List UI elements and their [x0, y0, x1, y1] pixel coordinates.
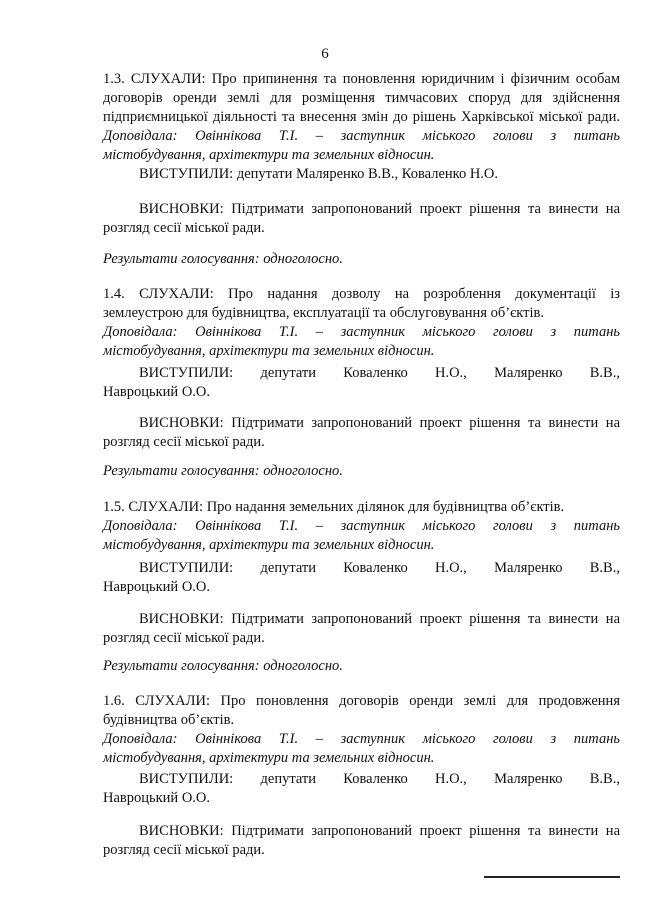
item-1-5-heard [103, 498, 620, 555]
speaker-surname: Маляренко [494, 771, 563, 787]
item-1-6-reporter-line-2: містобудування, архітектури та земельних відносин. [103, 750, 435, 766]
speaker-surname: Коваленко [343, 560, 408, 576]
item-1-5-conclusion-line-2: розгляд сесії міської ради. [103, 630, 265, 646]
speaker-initials: В.В., [589, 771, 620, 787]
item-1-4-reporter-line-2: містобудування, архітектури та земельних відносин. [103, 343, 435, 359]
item-1-4-speakers [103, 364, 620, 402]
speakers-label: ВИСТУПИЛИ: [139, 560, 234, 576]
item-1-5-speakers-line-1 [103, 559, 620, 578]
item-1-3-reporter-line-2: містобудування, архітектури та земельних відносин. [103, 147, 435, 163]
item-1-5-line-1: 1.5. СЛУХАЛИ: Про надання земельних ділянок для будівництва об’єктів. [103, 499, 565, 515]
item-1-3-speakers-line: ВИСТУПИЛИ: депутати Маляренко В.В., Коваленко Н.О. [139, 166, 499, 182]
speakers-word: депутати [260, 560, 316, 576]
item-1-6-speakers-line-2: Навроцький О.О. [103, 790, 211, 806]
page-number: 6 [321, 46, 329, 62]
item-1-4-conclusion-line-1: ВИСНОВКИ: Підтримати запропонований проект рішення та винести на [139, 415, 620, 431]
speaker-surname: Коваленко [343, 365, 408, 381]
item-1-4-speakers-line-2: Навроцький О.О. [103, 384, 211, 400]
item-1-3-line-2: договорів оренди землі для розміщення тимчасових споруд для здійснення [103, 90, 620, 106]
item-1-6-heard [103, 692, 620, 768]
item-1-6-speakers [103, 770, 620, 808]
speaker-initials: Н.О., [434, 560, 467, 576]
speaker-initials: Н.О., [434, 365, 467, 381]
item-1-3-conclusion [103, 200, 620, 238]
item-1-3-heard [103, 70, 620, 165]
item-1-3-line-1: 1.3. СЛУХАЛИ: Про припинення та поновлення юридичним і фізичним особам [103, 71, 620, 87]
item-1-4-line-2: землеустрою для будівництва, експлуатації та обслуговування об’єктів. [103, 305, 544, 321]
speaker-initials: Н.О., [434, 771, 467, 787]
item-1-3-line-3: підприємницької діяльності та внесення змін до рішень Харківської міської ради. [103, 109, 620, 125]
item-1-4-heard [103, 285, 620, 361]
item-1-6-conclusion [103, 822, 620, 860]
item-1-6-reporter-line-1: Доповідала: Овіннікова Т.І. – заступник міського голови з питань [103, 731, 620, 747]
item-1-6-speakers-line-1 [103, 770, 620, 789]
item-1-4-speakers-line-1 [103, 364, 620, 383]
speakers-label: ВИСТУПИЛИ: [139, 365, 234, 381]
item-1-4-vote-result: Результати голосування: одноголосно. [103, 463, 343, 479]
speaker-initials: В.В., [589, 365, 620, 381]
speaker-surname: Коваленко [343, 771, 408, 787]
item-1-6-line-2: будівництва об’єктів. [103, 712, 235, 728]
item-1-3-conclusion-line-2: розгляд сесії міської ради. [103, 220, 265, 236]
item-1-4-conclusion [103, 414, 620, 452]
item-1-5-speakers [103, 559, 620, 597]
item-1-4-reporter-line-1: Доповідала: Овіннікова Т.І. – заступник міського голови з питань [103, 324, 620, 340]
item-1-6-conclusion-line-2: розгляд сесії міської ради. [103, 842, 265, 858]
speaker-surname: Маляренко [494, 365, 563, 381]
item-1-3-speakers [103, 165, 620, 184]
speakers-word: депутати [260, 771, 316, 787]
item-1-3-conclusion-line-1: ВИСНОВКИ: Підтримати запропонований проект рішення та винести на [139, 201, 620, 217]
speaker-initials: В.В., [589, 560, 620, 576]
item-1-3-reporter-line-1: Доповідала: Овіннікова Т.І. – заступник міського голови з питань [103, 128, 620, 144]
item-1-4-conclusion-line-2: розгляд сесії міської ради. [103, 434, 265, 450]
item-1-5-vote-result: Результати голосування: одноголосно. [103, 658, 343, 674]
item-1-5-reporter-line-2: містобудування, архітектури та земельних відносин. [103, 537, 435, 553]
speakers-word: депутати [260, 365, 316, 381]
item-1-5-speakers-line-2: Навроцький О.О. [103, 579, 211, 595]
item-1-3-vote-result: Результати голосування: одноголосно. [103, 251, 343, 267]
item-1-5-reporter-line-1: Доповідала: Овіннікова Т.І. – заступник міського голови з питань [103, 518, 620, 534]
item-1-5-conclusion-line-1: ВИСНОВКИ: Підтримати запропонований проект рішення та винести на [139, 611, 620, 627]
speakers-label: ВИСТУПИЛИ: [139, 771, 234, 787]
speaker-surname: Маляренко [494, 560, 563, 576]
footer-rule [484, 876, 620, 878]
item-1-6-line-1: 1.6. СЛУХАЛИ: Про поновлення договорів оренди землі для продовження [103, 693, 620, 709]
item-1-6-conclusion-line-1: ВИСНОВКИ: Підтримати запропонований проект рішення та винести на [139, 823, 620, 839]
item-1-4-line-1: 1.4. СЛУХАЛИ: Про надання дозволу на розроблення документації із [103, 286, 620, 302]
item-1-5-conclusion [103, 610, 620, 648]
